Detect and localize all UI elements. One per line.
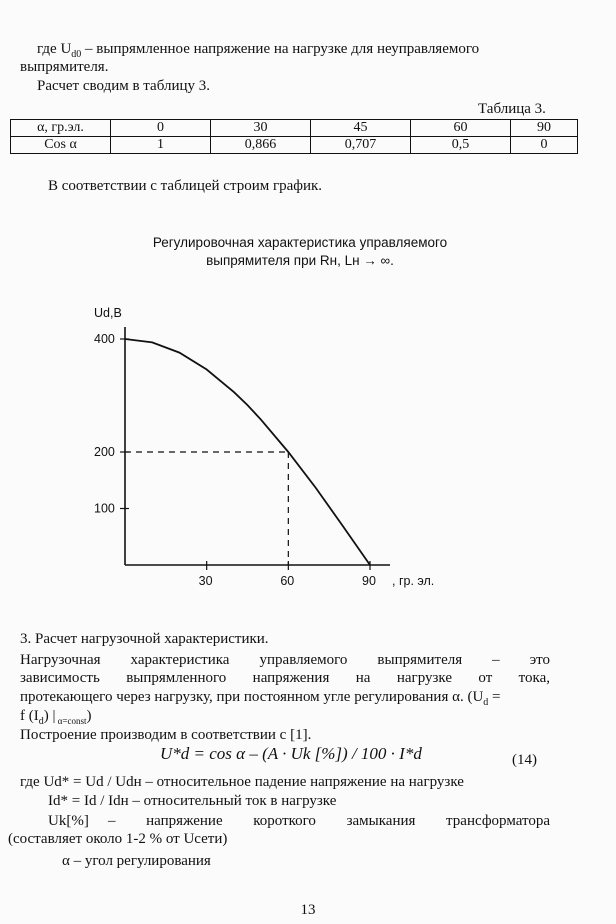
where-line: Id* = Id / Idн – относительный ток в нагрузке <box>48 793 337 809</box>
chart-title-line-2: выпрямителя при Rн, Lн → ∞. <box>206 253 394 268</box>
x-axis-label: , гр. эл. <box>392 574 435 588</box>
table-cell: 1 <box>111 137 211 154</box>
where-text: d* = Ud / Udн – относительное падение напряжение на нагрузке <box>54 774 464 790</box>
paragraph-text: f (I <box>20 708 39 724</box>
where-text: где U <box>20 774 55 790</box>
y-tick-label: 100 <box>94 501 115 516</box>
paragraph-text: протекающего через нагрузку, при постоянном угле регулирования α. (U <box>20 689 484 705</box>
table-cell: 0,707 <box>311 137 411 154</box>
where-text: Uk[%] <box>48 813 89 829</box>
table-cell: 30 <box>211 120 311 137</box>
table-cell: 0,866 <box>211 137 311 154</box>
paragraph-text: ) | <box>43 708 56 724</box>
where-text: – напряжение короткого замыкания трансформатора <box>108 813 550 829</box>
x-tick-label: 60 <box>280 574 295 588</box>
section-heading: 3. Расчет нагрузочной характеристики. <box>20 631 269 647</box>
table-cell: 45 <box>311 120 411 137</box>
y-axis-label: Ud,B <box>94 306 122 320</box>
chart-title-line-1: Регулировочная характеристика управляемого <box>152 235 448 250</box>
table-cell: 0 <box>111 120 211 137</box>
x-tick-label: 90 <box>362 574 376 588</box>
table-caption: Таблица 3. <box>478 101 546 117</box>
table-cell: Cos α <box>11 137 111 154</box>
where-line <box>20 773 550 791</box>
paragraph-text: ) <box>86 708 92 724</box>
where-line: (составляет около 1-2 % от Uсети) <box>8 831 228 847</box>
paragraph-subscript: d <box>483 697 489 708</box>
formula-14: U*d = cos α – (A · Uk [%]) / 100 · I*d <box>160 744 422 763</box>
intro-line-2: выпрямителя. <box>20 59 109 75</box>
build-line: Построение производим в соответствии с [1]. <box>20 727 312 743</box>
paragraph-line: зависимость выпрямленного напряжения на нагрузке от тока, <box>20 670 550 686</box>
equation-number: (14) <box>512 752 537 768</box>
paragraph-text: = <box>488 689 501 705</box>
x-tick-label: 30 <box>198 574 213 588</box>
intro-text: где U <box>37 41 72 57</box>
where-line: α – угол регулирования <box>62 853 211 869</box>
intro-text-rest: – выпрямленное напряжение на нагрузке для неуправляемого <box>81 41 480 57</box>
paragraph-subscript: d <box>38 716 44 727</box>
table-intro: Расчет сводим в таблицу 3. <box>37 78 210 94</box>
table-cell: 0,5 <box>411 137 511 154</box>
table-cell: 0 <box>511 137 578 154</box>
table-cell: 60 <box>411 120 511 137</box>
chart-intro: В соответствии с таблицей строим график. <box>48 178 323 194</box>
intro-subscript: d0 <box>71 49 82 60</box>
table-cell: 90 <box>511 120 578 137</box>
y-tick-label: 200 <box>94 445 115 459</box>
y-tick-label: 400 <box>94 332 115 346</box>
table-cell: α, гр.эл. <box>11 120 111 137</box>
where-line <box>48 812 550 830</box>
paragraph-subscript: α=const <box>55 716 87 726</box>
paragraph-line: Нагрузочная характеристика управляемого выпрямителя – это <box>20 652 550 668</box>
page-number: 13 <box>300 902 316 918</box>
